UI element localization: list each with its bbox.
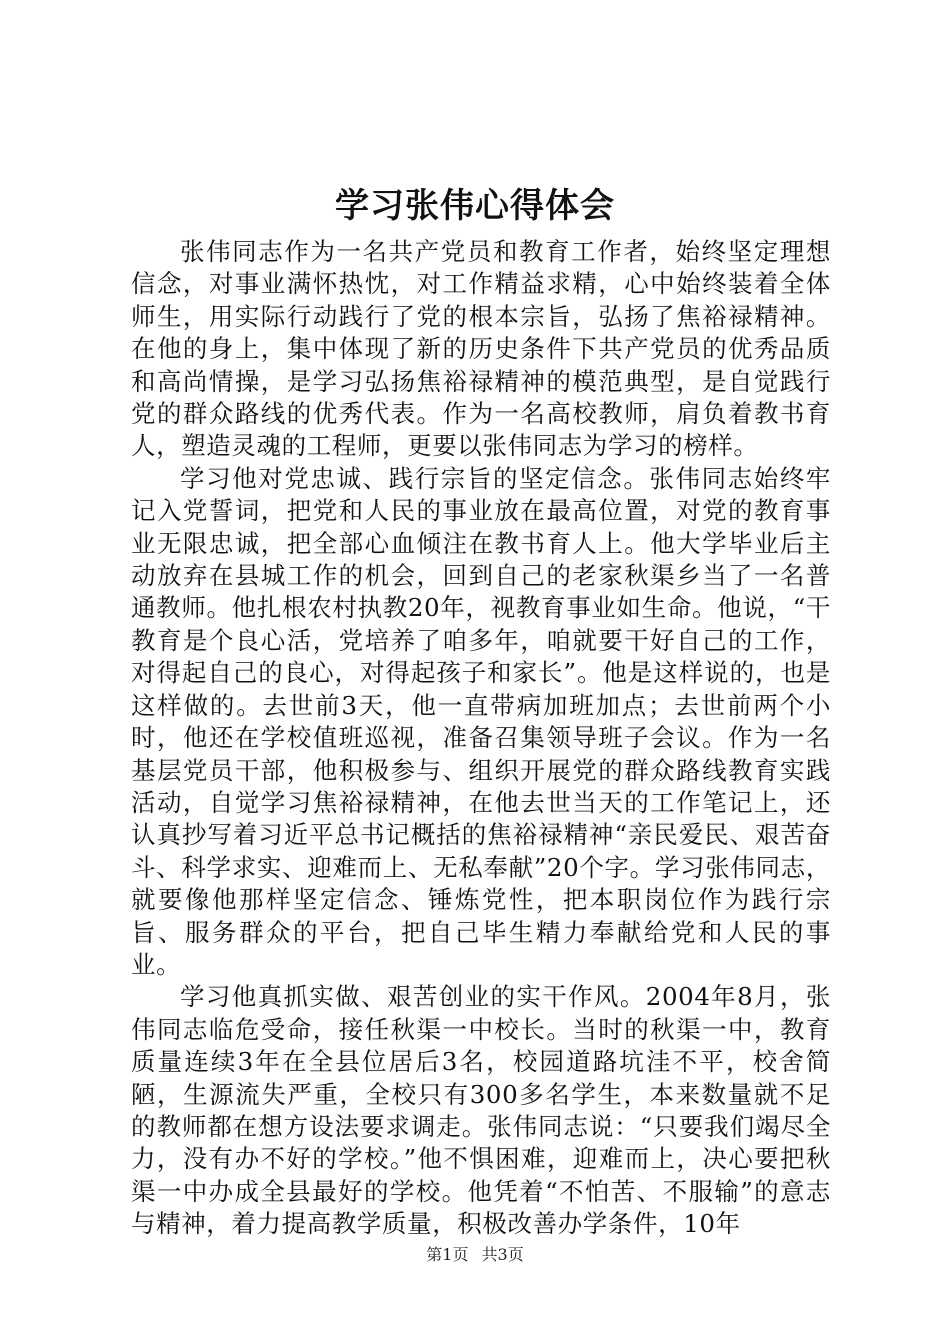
page-number: 第1页 <box>426 1245 469 1264</box>
document-body <box>131 236 831 1241</box>
paragraph: 学习他真抓实做、艰苦创业的实干作风。2004年8月，张伟同志临危受命，接任秋渠一中校长。当时的秋渠一中，教育质量连续3年在全县位居后3名，校园道路坑洼不平，校舍简陋，生源流失严重，全校只有300多名学生，本来数量就不足的教师都在想方设法要求调走。张伟同志说：“只要我们竭尽全力，没有办不好的学校。”他不惧困难，迎难而上，决心要把秋渠一中办成全县最好的学校。他凭着“不怕苦、不服输”的意志与精神，着力提高教学质量，积极改善办学条件，10年 <box>131 982 831 1239</box>
paragraph: 张伟同志作为一名共产党员和教育工作者，始终坚定理想信念，对事业满怀热忱，对工作精益求精，心中始终装着全体师生，用实际行动践行了党的根本宗旨，弘扬了焦裕禄精神。在他的身上，集中体现了新的历史条件下共产党员的优秀品质和高尚情操，是学习弘扬焦裕禄精神的模范典型，是自觉践行党的群众路线的优秀代表。作为一名高校教师，肩负着教书育人，塑造灵魂的工程师，更要以张伟同志为学习的榜样。 <box>131 237 831 461</box>
document-title: 学习张伟心得体会 <box>335 186 615 226</box>
page-total: 共3页 <box>481 1245 524 1264</box>
paragraph: 学习他对党忠诚、践行宗旨的坚定信念。张伟同志始终牢记入党誓词，把党和人民的事业放在最高位置，对党的教育事业无限忠诚，把全部心血倾注在教书育人上。他大学毕业后主动放弃在县城工作的机会，回到自己的老家秋渠乡当了一名普通教师。他扎根农村执教20年，视教育事业如生命。他说，“干教育是个良心活，党培养了咱多年，咱就要干好自己的工作，对得起自己的良心，对得起孩子和家长”。他是这样说的，也是这样做的。去世前3天，他一直带病加班加点；去世前两个小时，他还在学校值班巡视，准备召集领导班子会议。作为一名基层党员干部，他积极参与、组织开展党的群众路线教育实践活动，自觉学习焦裕禄精神，在他去世当天的工作笔记上，还认真抄写着习近平总书记概括的焦裕禄精神“亲民爱民、艰苦奋斗、科学求实、迎难而上、无私奉献”20个字。学习张伟同志，就要像他那样坚定信念、锤炼党性，把本职岗位作为践行宗旨、服务群众的平台，把自己毕生精力奉献给党和人民的事业。 <box>131 463 831 979</box>
page-footer <box>0 1242 950 1265</box>
